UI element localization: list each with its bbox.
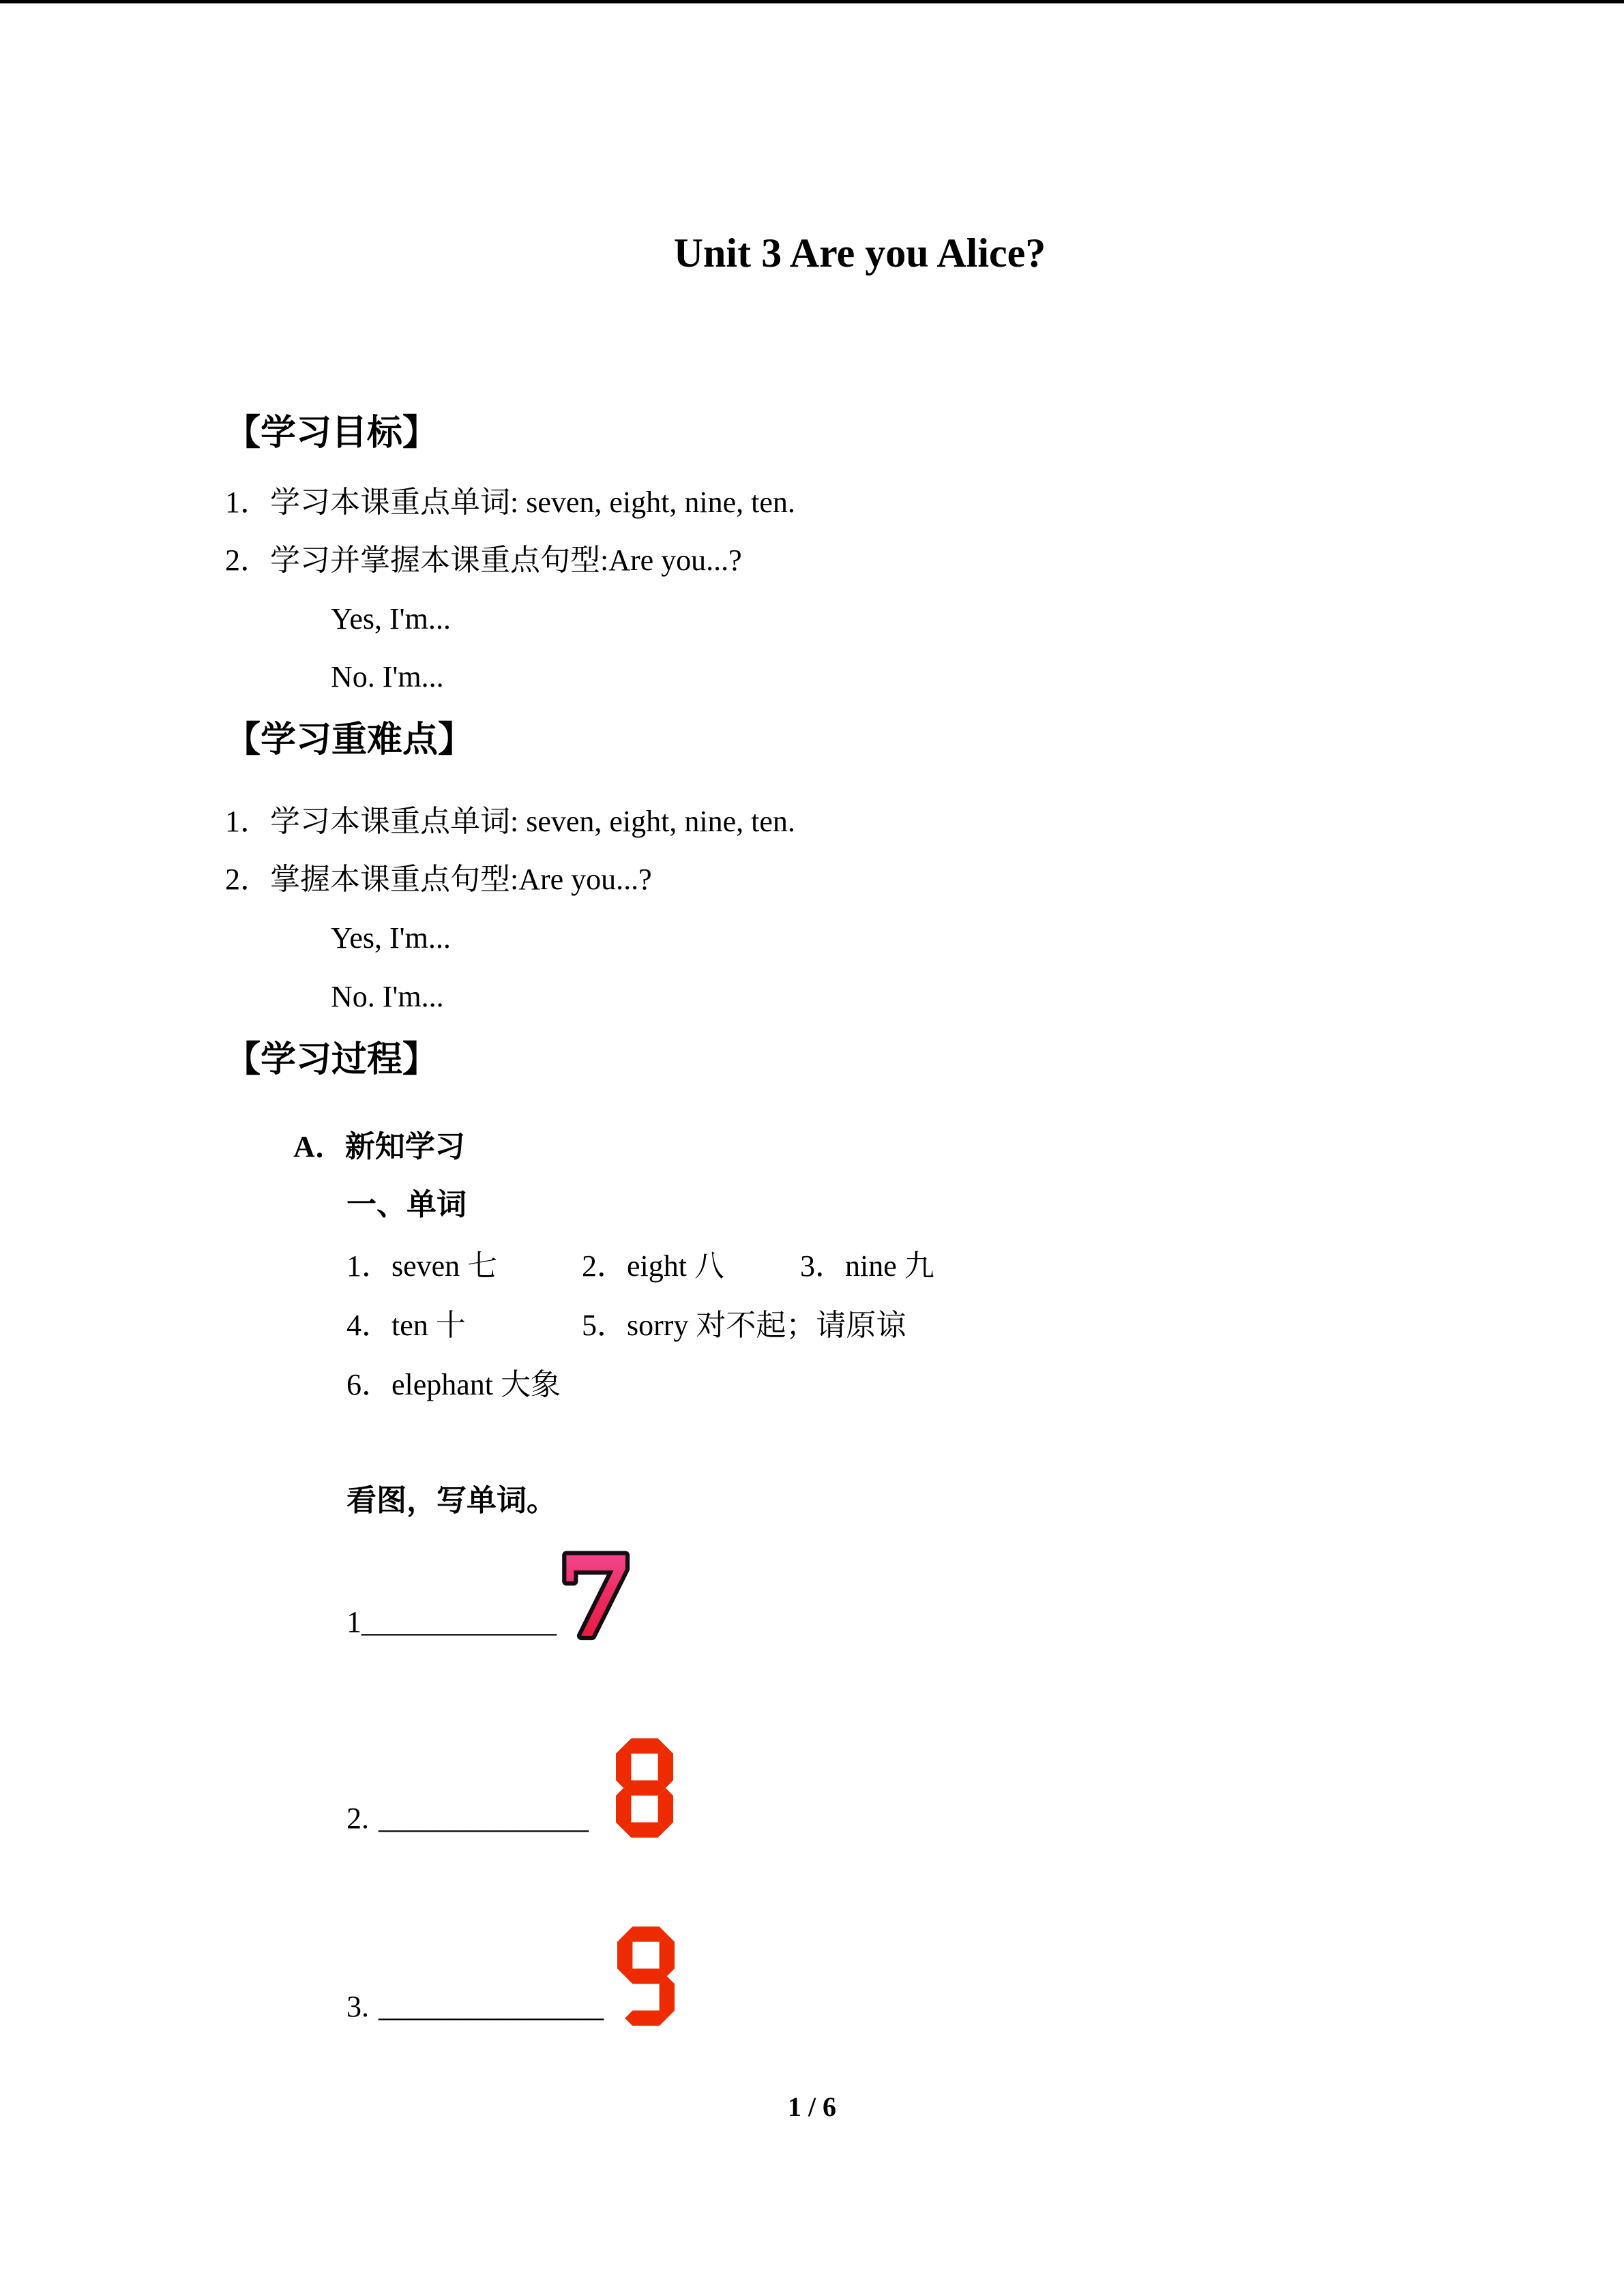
goals-answer-no: No. I'm... (331, 660, 444, 694)
goals-item-1: 1．学习本课重点单词: seven, eight, nine, ten. (225, 485, 795, 519)
goals-item-2: 2．学习并掌握本课重点句型:Are you...? (225, 543, 742, 577)
key-points-item-2: 2．掌握本课重点句型:Are you...? (225, 862, 652, 896)
goals-answer-yes: Yes, I'm... (331, 601, 451, 636)
exercise-row-3 (225, 1926, 1399, 2026)
digit-7-glyph: 7 (557, 1533, 635, 1663)
word-entry-ten: 4．ten 十 (346, 1309, 466, 1343)
exercise-3-label: 3. (346, 1990, 369, 2024)
exercise-2-label: 2. (346, 1802, 369, 1836)
word-entry-nine: 3．nine 九 (800, 1249, 934, 1283)
digit-7-image (557, 1533, 635, 1663)
word-row-1 (225, 1247, 1399, 1287)
seven-segment-8-image (616, 1738, 673, 1838)
exercise-2-blank: ______________ (379, 1802, 589, 1836)
exercise-1-text (346, 1605, 557, 1639)
key-points-item-1: 1．学习本课重点单词: seven, eight, nine, ten. (225, 805, 795, 838)
page-title: Unit 3 Are you Alice? (673, 230, 1046, 275)
words-subheading: 一、单词 (346, 1188, 467, 1222)
word-entry-eight: 2．eight 八 (582, 1249, 724, 1283)
exercise-1-blank: _____________ (361, 1605, 557, 1639)
word-row-3 (225, 1365, 1399, 1405)
word-entry-sorry: 5．sorry 对不起；请原谅 (582, 1309, 906, 1343)
part-a-heading: A．新知学习 (293, 1130, 465, 1164)
exercise-instruction: 看图，写单词。 (346, 1484, 557, 1518)
exercise-3-blank: _______________ (379, 1990, 604, 2024)
seven-segment-9-image (617, 1926, 675, 2026)
exercise-3-text (346, 1990, 604, 2023)
exercise-1-label: 1 (346, 1605, 361, 1639)
section-heading-process: 【学习过程】 (225, 1040, 439, 1079)
word-entry-seven: 1．seven 七 (346, 1249, 498, 1283)
word-entry-elephant: 6．elephant 大象 (346, 1368, 561, 1402)
key-points-answer-yes: Yes, I'm... (331, 921, 451, 955)
section-heading-key-points: 【学习重难点】 (225, 721, 474, 760)
exercise-row-2 (225, 1738, 1399, 1838)
page-number: 1 / 6 (787, 2091, 837, 2123)
key-points-answer-no: No. I'm... (331, 979, 444, 1013)
section-heading-goals: 【学习目标】 (225, 414, 439, 453)
exercise-2-text (346, 1802, 589, 1835)
exercise-row-1 (225, 1533, 1399, 1663)
word-row-2 (225, 1306, 1399, 1346)
